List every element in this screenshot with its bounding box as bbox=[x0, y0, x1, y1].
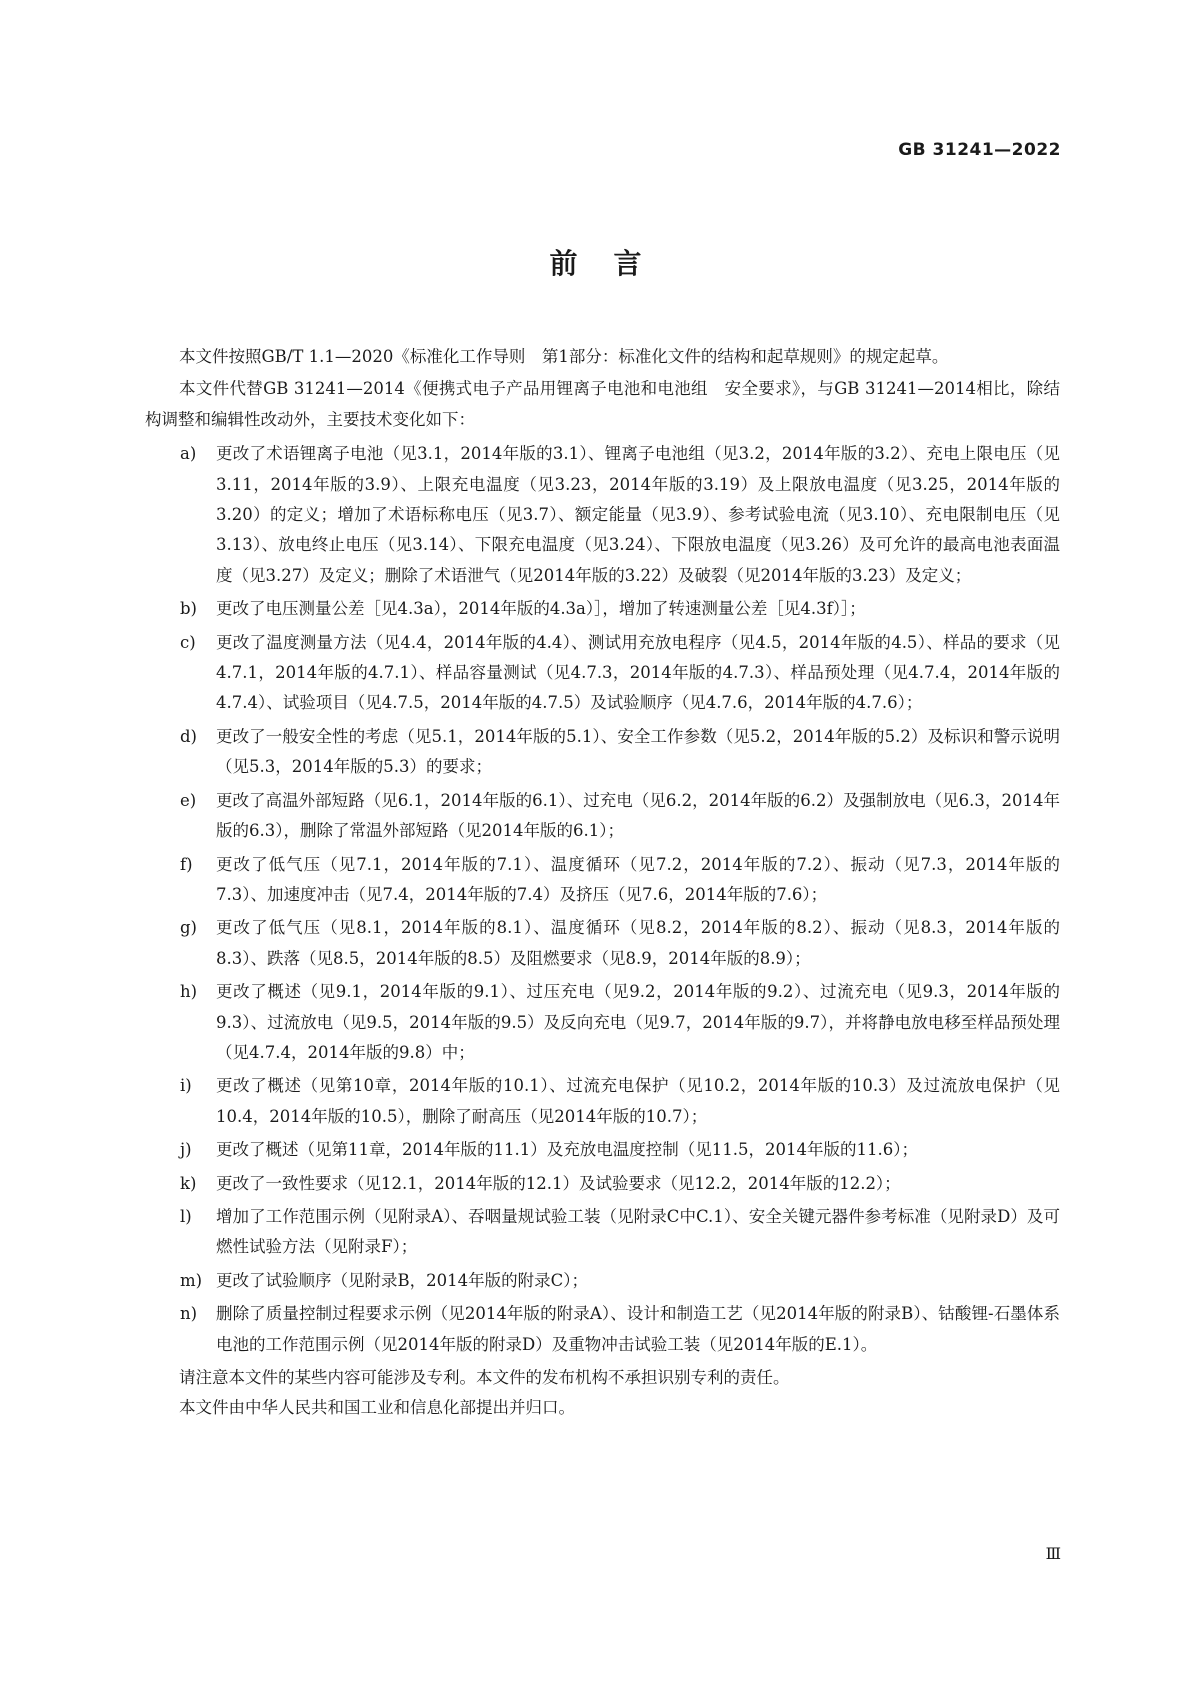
list-text: 更改了低气压（见8.1，2014年版的8.1）、温度循环（见8.2，2014年版的8.2）、振动（见8.3，2014年版的8.3）、跌落（见8.5，2014年版的8.5）及阻燃要求（见8.9，2014年版的8.9）； bbox=[216, 918, 1060, 968]
replacement-paragraph: 本文件代替GB 31241—2014《便携式电子产品用锂离子电池和电池组 安全要求》，与GB 31241—2014相比，除结构调整和编辑性改动外，主要技术变化如下： bbox=[145, 379, 1060, 429]
list-item bbox=[145, 1169, 1060, 1199]
list-text: 更改了一般安全性的考虑（见5.1，2014年版的5.1）、安全工作参数（见5.2，2014年版的5.2）及标识和警示说明（见5.3，2014年版的5.3）的要求； bbox=[216, 726, 1060, 777]
patent-notice: 请注意本文件的某些内容可能涉及专利。本文件的发布机构不承担识别专利的责任。 bbox=[179, 1368, 790, 1387]
list-text: 更改了低气压（见7.1，2014年版的7.1）、温度循环（见7.2，2014年版的7.2）、振动（见7.3，2014年版的7.3）、加速度冲击（见7.4，2014年版的7.4）及挤压（见7.6，2014年版的7.6）； bbox=[216, 854, 1060, 904]
list-marker: i) bbox=[180, 1076, 192, 1096]
page-title: 前言 bbox=[549, 247, 678, 280]
list-item bbox=[145, 1299, 1060, 1360]
list-text: 更改了概述（见第11章，2014年版的11.1）及充放电温度控制（见11.5，2014年版的11.6）； bbox=[216, 1140, 918, 1160]
list-item bbox=[145, 1266, 1060, 1296]
list-marker: j) bbox=[180, 1140, 192, 1160]
list-text: 更改了电压测量公差［见4.3a），2014年版的4.3a）］，增加了转速测量公差［见4.3f）］； bbox=[216, 599, 866, 619]
list-item bbox=[145, 1071, 1060, 1132]
list-marker: a) bbox=[180, 444, 197, 464]
list-item bbox=[145, 722, 1060, 783]
page-number: Ⅲ bbox=[1045, 1544, 1061, 1563]
list-item bbox=[145, 977, 1060, 1068]
list-marker: l) bbox=[180, 1206, 192, 1226]
list-item bbox=[145, 628, 1060, 719]
list-marker: e) bbox=[180, 790, 197, 810]
list-item bbox=[145, 786, 1060, 847]
list-marker: n) bbox=[180, 1304, 198, 1324]
list-marker: f) bbox=[180, 854, 193, 874]
list-marker: m) bbox=[180, 1270, 203, 1290]
list-text: 更改了试验顺序（见附录B，2014年版的附录C）； bbox=[216, 1270, 588, 1290]
list-item bbox=[145, 594, 1060, 624]
standard-code: GB 31241—2022 bbox=[898, 140, 1061, 160]
list-marker: h) bbox=[180, 982, 198, 1002]
list-item bbox=[145, 1202, 1060, 1263]
list-text: 更改了温度测量方法（见4.4，2014年版的4.4）、测试用充放电程序（见4.5，2014年版的4.5）、样品的要求（见4.7.1，2014年版的4.7.1）、样品容量测试（见4.7.3，2014年版的4.7.3）、样品预处理（见4.7.4，2014年版的4.7.4）、试验项目（见4.7.5，2014年版的4.7.5）及试验顺序（见4.7.6，2014年版的4.7.6）； bbox=[216, 632, 1060, 713]
list-item bbox=[145, 913, 1060, 974]
list-text: 更改了高温外部短路（见6.1，2014年版的6.1）、过充电（见6.2，2014年版的6.2）及强制放电（见6.3，2014年版的6.3），删除了常温外部短路（见2014年版的6.1）； bbox=[216, 790, 1060, 841]
list-item bbox=[145, 1135, 1060, 1165]
foreword-body bbox=[145, 342, 1060, 1424]
list-item bbox=[145, 850, 1060, 911]
list-marker: c) bbox=[180, 632, 196, 652]
list-text: 增加了工作范围示例（见附录A）、吞咽量规试验工装（见附录C中C.1）、安全关键元器件参考标准（见附录D）及可燃性试验方法（见附录F）； bbox=[216, 1206, 1060, 1257]
list-marker: g) bbox=[180, 918, 197, 938]
list-marker: d) bbox=[180, 726, 197, 746]
list-text: 更改了概述（见第10章，2014年版的10.1）、过流充电保护（见10.2，2014年版的10.3）及过流放电保护（见10.4，2014年版的10.5），删除了耐高压（见2014年版的10.7）； bbox=[216, 1076, 1060, 1126]
list-item bbox=[145, 439, 1060, 591]
list-text: 更改了术语锂离子电池（见3.1，2014年版的3.1）、锂离子电池组（见3.2，2014年版的3.2）、充电上限电压（见3.11，2014年版的3.9）、上限充电温度（见3.23，2014年版的3.19）及上限放电温度（见3.25，2014年版的3.20）的定义；增加了术语标称电压（见3.7）、额定能量（见3.9）、参考试验电流（见3.10）、充电限制电压（见3.13）、放电终止电压（见3.14）、下限充电温度（见3.24）、下限放电温度（见3.26）及可允许的最高电池表面温度（见3.27）及定义；删除了术语泄气（见2014年版的3.22）及破裂（见2014年版的3.23）及定义； bbox=[216, 444, 1060, 585]
intro-paragraph: 本文件按照GB/T 1.1—2020《标准化工作导则 第1部分：标准化文件的结构和起草规则》的规定起草。 bbox=[179, 347, 949, 366]
list-marker: k) bbox=[180, 1173, 197, 1193]
list-text: 删除了质量控制过程要求示例（见2014年版的附录A）、设计和制造工艺（见2014年版的附录B）、钴酸锂-石墨体系电池的工作范围示例（见2014年版的附录D）及重物冲击试验工装（见2014年版的E.1）。 bbox=[216, 1304, 1060, 1354]
list-text: 更改了一致性要求（见12.1，2014年版的12.1）及试验要求（见12.2，2014年版的12.2）； bbox=[216, 1173, 901, 1193]
list-marker: b) bbox=[180, 599, 197, 619]
list-text: 更改了概述（见9.1，2014年版的9.1）、过压充电（见9.2，2014年版的9.2）、过流充电（见9.3，2014年版的9.3）、过流放电（见9.5，2014年版的9.5）及反向充电（见9.7，2014年版的9.7），并将静电放电移至样品预处理（见4.7.4，2014年版的9.8）中； bbox=[216, 982, 1060, 1062]
proposer-statement: 本文件由中华人民共和国工业和信息化部提出并归口。 bbox=[179, 1398, 575, 1418]
changes-list bbox=[145, 439, 1060, 1360]
